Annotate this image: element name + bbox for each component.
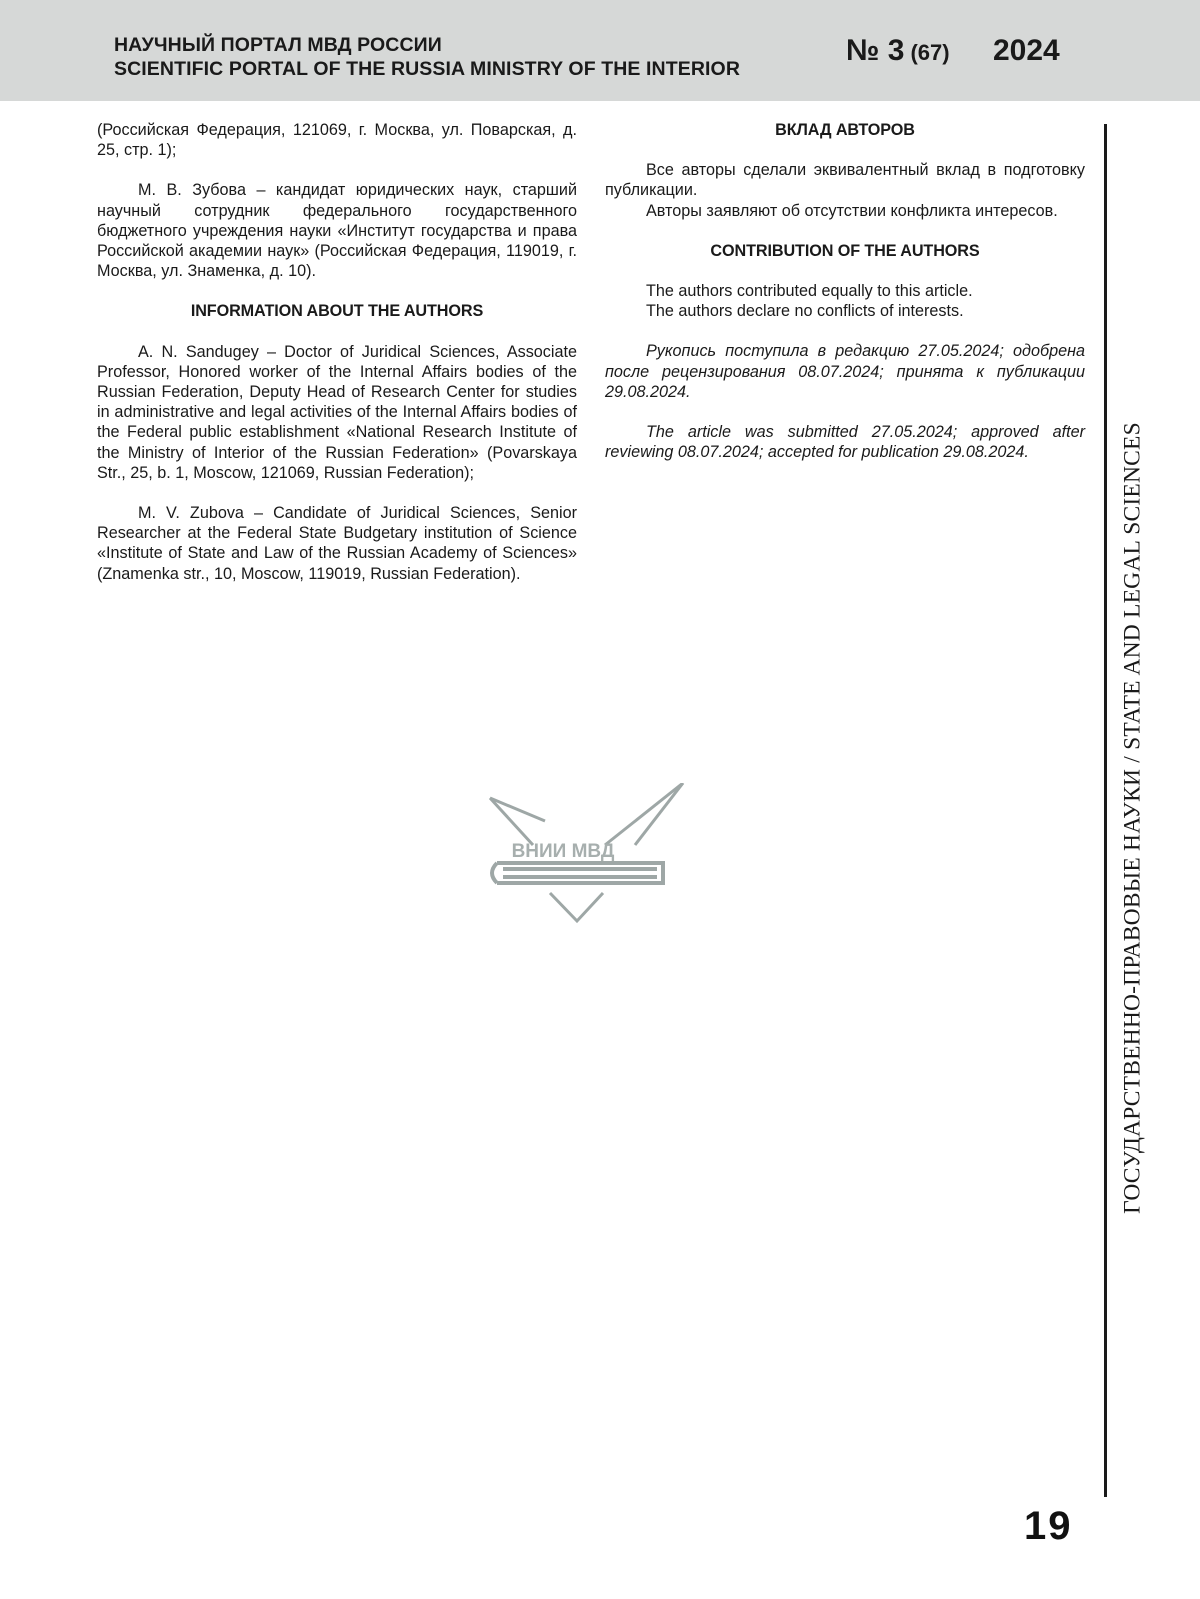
- contribution-text-ru: Все авторы сделали эквивалентный вклад в подготовку публикации.: [605, 161, 1085, 200]
- left-column: [97, 120, 577, 584]
- heading-information-about-authors: INFORMATION ABOUT THE AUTHORS: [190, 302, 484, 321]
- journal-title-ru: НАУЧНЫЙ ПОРТАЛ МВД РОССИИ: [114, 34, 442, 56]
- vnii-mvd-emblem-icon: [485, 783, 695, 943]
- side-divider: [1104, 124, 1107, 1497]
- right-column: [605, 120, 1085, 462]
- submission-dates-ru: Рукопись поступила в редакцию 27.05.2024; одобрена после рецензирования 08.07.2024; принята к публикации 29.08.2024.: [605, 342, 1085, 401]
- watermark-text: ВНИИ МВД: [511, 841, 615, 862]
- author-info-zubova-en: M. V. Zubova – Candidate of Juridical Sciences, Senior Researcher at the Federal State Budgetary institution of Science «Institute of State and Law of the Russian Academy of Sciences» (Znamenka str., 10, Moscow, 119019, Russian Federation).: [97, 504, 577, 583]
- journal-title-en: SCIENTIFIC PORTAL OF THE RUSSIA MINISTRY OF THE INTERIOR: [114, 58, 741, 80]
- contribution-text-en: The authors contributed equally to this article.: [646, 282, 973, 301]
- page-number: 19: [1024, 1504, 1073, 1548]
- journal-header: [0, 0, 1200, 101]
- heading-authors-contribution-ru: ВКЛАД АВТОРОВ: [775, 121, 915, 139]
- conflict-statement-en: The authors declare no conflicts of interests.: [646, 302, 964, 321]
- author-info-zubova-ru: М. В. Зубова – кандидат юридических наук, старший научный сотрудник федерального государственного бюджетного учреждения науки «Институт государства и права Российской академии наук» (Российская Федерация, 119019, г. Москва, ул. Знаменка, д. 10).: [97, 181, 577, 281]
- issue-year: 2024: [993, 34, 1060, 67]
- issue-sequence: (67): [910, 40, 950, 65]
- issue-number: [846, 34, 950, 68]
- author-info-sandugey-en: A. N. Sandugey – Doctor of Juridical Sciences, Associate Professor, Honored worker of the Internal Affairs bodies of the Russian Federation, Deputy Head of Research Center for studies in administrative and legal activities of the Internal Affairs bodies of the Federal public establishment «National Research Institute of the Ministry of Interior of the Russian Federation» (Povarskaya Str., 25, b. 1, Moscow, 121069, Russian Federation);: [97, 342, 577, 482]
- submission-dates-en: The article was submitted 27.05.2024; approved after reviewing 08.07.2024; accepted for publication 29.08.2024.: [605, 423, 1085, 462]
- address-continuation: (Российская Федерация, 121069, г. Москва, ул. Поварская, д. 25, стр. 1);: [97, 121, 577, 160]
- issue-no: № 3: [846, 34, 905, 67]
- conflict-statement-ru: Авторы заявляют об отсутствии конфликта интересов.: [646, 201, 1058, 220]
- section-side-title: ГОСУДАРСТВЕННО-ПРАВОВЫЕ НАУКИ / STATE AND LEGAL SCIENCES: [1119, 422, 1146, 1214]
- heading-contribution-of-authors: CONTRIBUTION OF THE AUTHORS: [710, 241, 980, 260]
